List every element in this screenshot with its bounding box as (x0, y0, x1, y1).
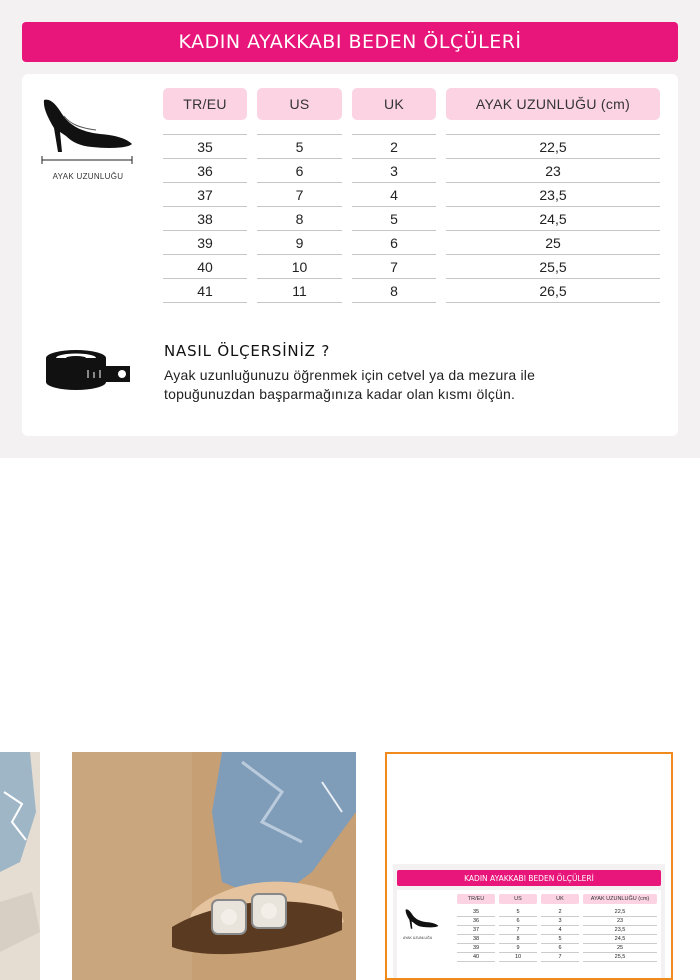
mini-size-chart-card (397, 890, 661, 980)
cell-tr-eu: 39 (163, 231, 247, 255)
mini-cell: 23 (583, 917, 657, 926)
product-thumbnail-size-chart-selected[interactable] (385, 752, 673, 980)
mini-table-row (397, 953, 661, 962)
mini-cell: 39 (457, 944, 495, 953)
header-foot-length: AYAK UZUNLUĞU (cm) (446, 88, 660, 120)
mini-cell: 23,5 (583, 926, 657, 935)
cell-us: 7 (257, 183, 342, 207)
cell-uk: 2 (352, 135, 436, 159)
how-to-measure-line-2: topuğunuzdan başparmağınıza kadar olan kısmı ölçün. (164, 386, 516, 402)
how-to-measure-line-1: Ayak uzunluğunuzu öğrenmek için cetvel ya da mezura ile (164, 367, 536, 383)
table-row (22, 279, 678, 303)
cell-tr-eu: 40 (163, 255, 247, 279)
cell-tr-eu: 38 (163, 207, 247, 231)
product-photo (0, 752, 40, 980)
mini-foot-length-label: AYAK UZUNLUĞU (403, 936, 433, 940)
size-chart-banner (22, 22, 678, 62)
size-chart-title: KADIN AYAKKABI BEDEN ÖLÇÜLERİ (178, 31, 522, 53)
header-tr-eu: TR/EU (163, 88, 247, 120)
size-chart-section (0, 0, 700, 458)
cell-us: 9 (257, 231, 342, 255)
mini-cell: 6 (499, 917, 537, 926)
mini-table-row (397, 908, 661, 917)
table-row (22, 255, 678, 279)
mini-header-foot-length: AYAK UZUNLUĞU (cm) (583, 894, 657, 904)
mini-cell: 8 (499, 935, 537, 944)
mini-cell: 37 (457, 926, 495, 935)
cell-foot-length: 25,5 (446, 255, 660, 279)
product-thumbnail-1[interactable] (0, 752, 40, 980)
mini-cell: 5 (499, 908, 537, 917)
mini-header-us: US (499, 894, 537, 904)
header-uk: UK (352, 88, 436, 120)
mini-cell: 38 (457, 935, 495, 944)
foot-length-label: AYAK UZUNLUĞU (52, 172, 124, 181)
mini-cell: 35 (457, 908, 495, 917)
cell-uk: 6 (352, 231, 436, 255)
measuring-tape-icon (44, 348, 132, 392)
cell-foot-length: 26,5 (446, 279, 660, 303)
mini-header-tr-eu: TR/EU (457, 894, 495, 904)
cell-us: 10 (257, 255, 342, 279)
mini-cell: 7 (499, 926, 537, 935)
mini-cell: 40 (457, 953, 495, 962)
mini-table-row (397, 926, 661, 935)
mini-size-chart (393, 864, 665, 980)
mini-header-uk: UK (541, 894, 579, 904)
table-row (22, 159, 678, 183)
mini-cell: 5 (541, 935, 579, 944)
mini-cell: 22,5 (583, 908, 657, 917)
mini-cell: 9 (499, 944, 537, 953)
table-row (22, 231, 678, 255)
mini-cell: 25,5 (583, 953, 657, 962)
cell-us: 6 (257, 159, 342, 183)
cell-tr-eu: 37 (163, 183, 247, 207)
mini-cell: 3 (541, 917, 579, 926)
cell-tr-eu: 41 (163, 279, 247, 303)
mini-table-row (397, 935, 661, 944)
mini-cell: 2 (541, 908, 579, 917)
product-photo (72, 752, 356, 980)
size-chart-card (22, 74, 678, 436)
mini-table-row (397, 917, 661, 926)
how-to-measure-text (164, 366, 634, 404)
mini-table-row (397, 944, 661, 953)
cell-foot-length: 23 (446, 159, 660, 183)
cell-foot-length: 25 (446, 231, 660, 255)
mini-cell: 4 (541, 926, 579, 935)
mini-cell: 6 (541, 944, 579, 953)
cell-foot-length: 23,5 (446, 183, 660, 207)
cell-tr-eu: 36 (163, 159, 247, 183)
mini-cell: 7 (541, 953, 579, 962)
product-thumbnail-2[interactable] (72, 752, 356, 980)
table-row (22, 207, 678, 231)
table-row (22, 135, 678, 159)
cell-uk: 8 (352, 279, 436, 303)
cell-tr-eu: 35 (163, 135, 247, 159)
cell-foot-length: 24,5 (446, 207, 660, 231)
cell-uk: 3 (352, 159, 436, 183)
cell-uk: 5 (352, 207, 436, 231)
cell-us: 11 (257, 279, 342, 303)
cell-uk: 4 (352, 183, 436, 207)
mini-cell: 10 (499, 953, 537, 962)
cell-foot-length: 22,5 (446, 135, 660, 159)
cell-us: 5 (257, 135, 342, 159)
cell-us: 8 (257, 207, 342, 231)
mini-size-chart-banner: KADIN AYAKKABI BEDEN ÖLÇÜLERİ (397, 870, 661, 886)
mini-cell: 25 (583, 944, 657, 953)
header-us: US (257, 88, 342, 120)
cell-uk: 7 (352, 255, 436, 279)
mini-cell: 36 (457, 917, 495, 926)
mini-cell: 24,5 (583, 935, 657, 944)
how-to-measure-title: NASIL ÖLÇERSİNİZ ? (164, 342, 331, 360)
table-row (22, 183, 678, 207)
